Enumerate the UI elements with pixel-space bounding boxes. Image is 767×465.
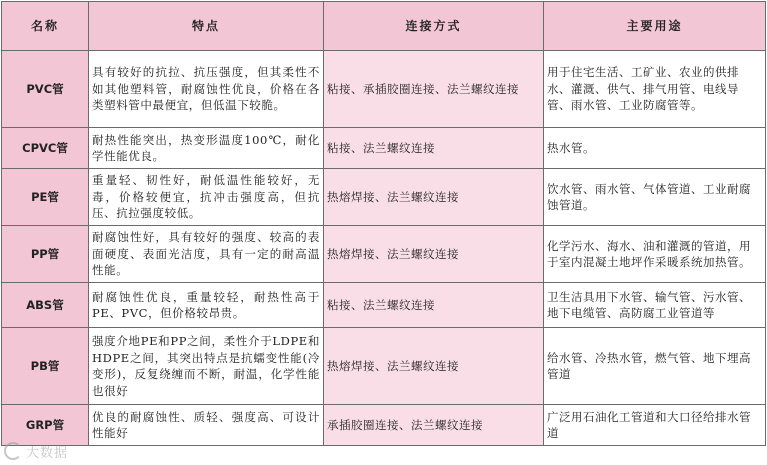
watermark-logo-icon [4,442,22,460]
pipe-features: 具有较好的抗拉、抗压强度，但其柔性不如其他塑料管，耐腐蚀性优良，价格在各类塑料管中最便宜，但低温下较脆。 [89,51,324,128]
table-row [2,128,766,169]
header-row [2,2,766,51]
header-usage: 主要用途 [544,2,766,51]
header-features: 特点 [89,2,324,51]
pipe-connection: 粘接、法兰螺纹连接 [324,128,544,169]
table-row [2,283,766,328]
watermark [4,442,68,461]
pipe-name: PP管 [2,226,89,283]
table-row [2,405,766,446]
pipe-usage: 用于住宅生活、工矿业、农业的供排水、灌溉、供气、排气用管、电线导管、雨水管、工业防腐管等。 [544,51,766,128]
table-row [2,226,766,283]
pipe-features: 重量轻、韧性好，耐低温性能较好，无毒，价格较便宜，抗冲击强度高，但抗压、抗拉强度较低。 [89,169,324,226]
pipe-usage: 给水管、冷热水管，燃气管、地下埋高管道 [544,328,766,405]
pipe-connection: 热熔焊接、法兰螺纹连接 [324,169,544,226]
pipe-name: CPVC管 [2,128,89,169]
pipe-name: PE管 [2,169,89,226]
pipe-connection: 热熔焊接、法兰螺纹连接 [324,226,544,283]
table-row [2,51,766,128]
table-row [2,169,766,226]
pipe-usage: 广泛用石油化工管道和大口径给排水管道 [544,405,766,446]
pipe-features: 耐腐蚀性好，具有较好的强度、较高的表面硬度、表面光洁度，具有一定的耐高温性能。 [89,226,324,283]
pipe-comparison-table [1,1,766,446]
header-name: 名称 [2,2,89,51]
pipe-features: 优良的耐腐蚀性、质轻、强度高、可设计性能好 [89,405,324,446]
pipe-name: PVC管 [2,51,89,128]
pipe-features: 耐腐蚀性优良，重量较轻，耐热性高于PE、PVC，但价格较昂贵。 [89,283,324,328]
pipe-usage: 饮水管、雨水管、气体管道、工业耐腐蚀管道。 [544,169,766,226]
pipe-usage: 热水管。 [544,128,766,169]
table-row [2,328,766,405]
pipe-usage: 化学污水、海水、油和灌溉的管道，用于室内混凝土地坪作采暖系统加热管。 [544,226,766,283]
pipe-features: 耐热性能突出，热变形温度100℃，耐化学性能优良。 [89,128,324,169]
pipe-usage: 卫生洁具用下水管、输气管、污水管、地下电缆管、高防腐工业管道等 [544,283,766,328]
pipe-features: 强度介地PE和PP之间，柔性介于LDPE和HDPE之间，其突出特点是抗蠕变性能(冷变形)，反复绕缠而不断，耐温，化学性能也很好 [89,328,324,405]
pipe-connection: 热熔焊接、法兰螺纹连接 [324,328,544,405]
pipe-connection: 粘接、法兰螺纹连接 [324,283,544,328]
pipe-name: PB管 [2,328,89,405]
pipe-name: ABS管 [2,283,89,328]
pipe-connection: 粘接、承插胶圈连接、法兰螺纹连接 [324,51,544,128]
header-connection: 连接方式 [324,2,544,51]
pipe-connection: 承插胶圈连接、法兰螺纹连接 [324,405,544,446]
pipe-name: GRP管 [2,405,89,446]
watermark-text: 大数据 [26,446,69,461]
